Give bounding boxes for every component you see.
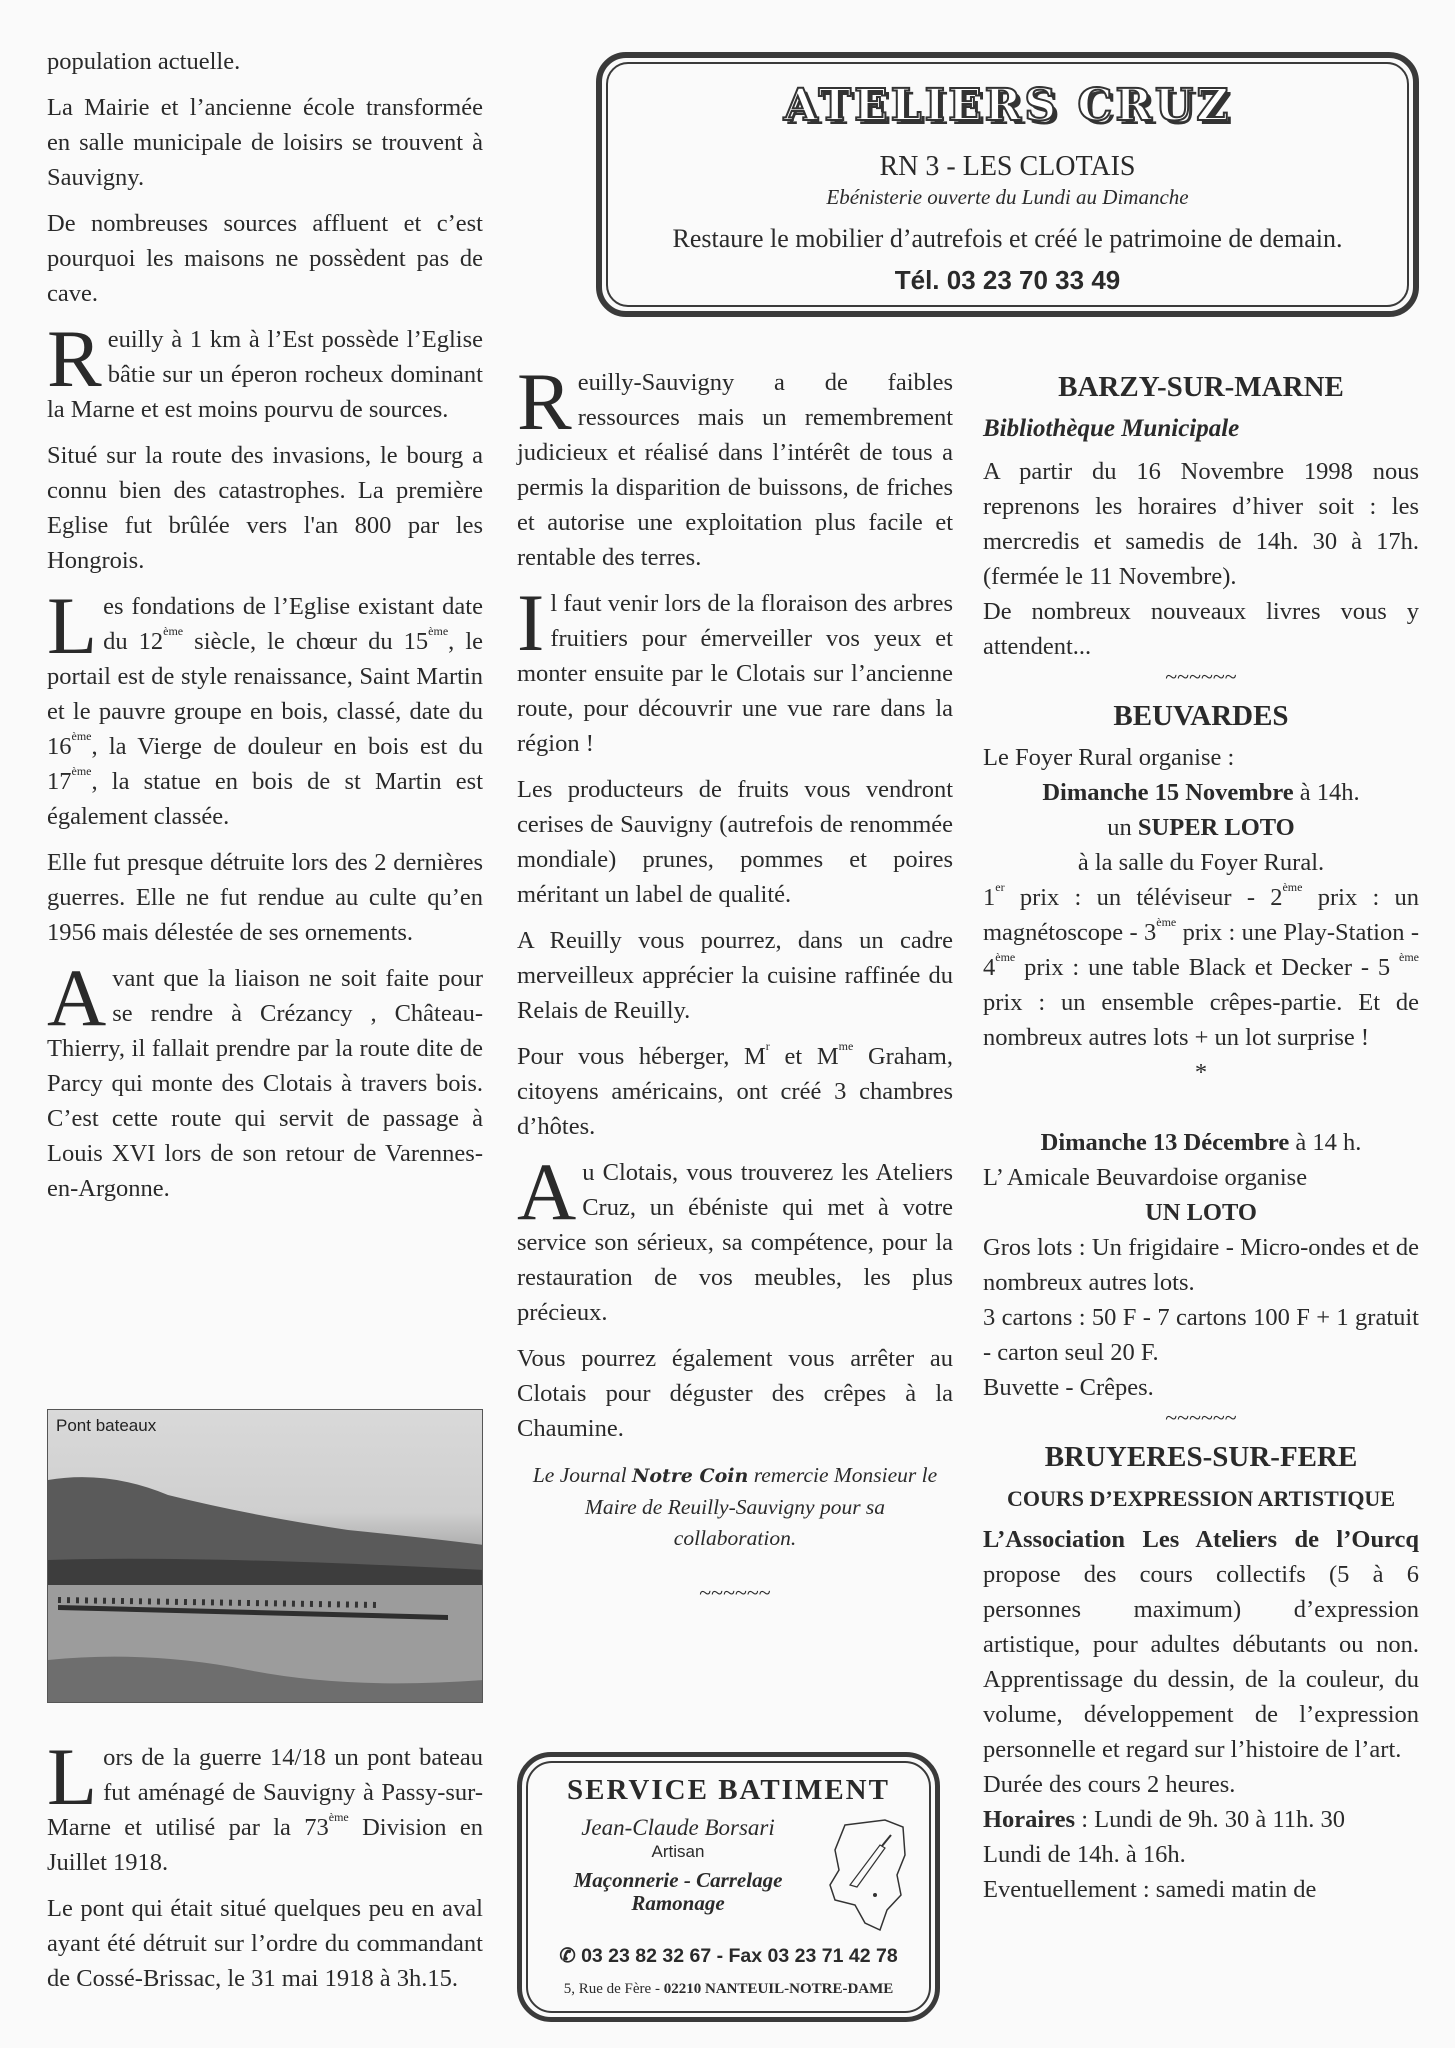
superscript: ème	[163, 624, 184, 638]
aisne-map-trowel-icon	[825, 1815, 911, 1935]
drop-cap: I	[517, 577, 545, 668]
drop-cap: R	[47, 313, 102, 404]
paragraph: Vous pourrez également vous arrêter au Clotais pour déguster des crêpes à la Chaumine.	[517, 1345, 953, 1442]
bold-text: Horaires	[983, 1806, 1076, 1833]
paragraph: La Mairie et l’ancienne école transformée en salle municipale de loisirs se trouvent à Sauvigny.	[47, 94, 483, 191]
bold-text: UN LOTO	[1145, 1199, 1257, 1226]
right-column	[983, 367, 1419, 1907]
ad-batiment-role: Artisan	[651, 1842, 705, 1861]
ad-batiment-address	[528, 1979, 929, 1999]
bold-text: Dimanche 13 Décembre	[1040, 1129, 1290, 1156]
paragraph: 3 cartons : 50 F - 7 cartons 100 F + 1 gratuit - carton seul 20 F.	[983, 1304, 1419, 1366]
address-city: 02210 NANTEUIL-NOTRE-DAME	[663, 1981, 894, 1997]
superscript: r	[765, 1039, 770, 1053]
ad-cruz-location: RN 3 - LES CLOTAIS	[879, 151, 1136, 182]
paragraph: Pour vous héberger, $M^r$ et $M^{me}$ Graham, citoyens américains, ont créé 3 chambres d’hôtes.	[517, 1039, 953, 1140]
paragraph: L’Association Les Ateliers de l’Ourcq propose des cours collectifs (5 à 6 personnes maximum) d’expression artistique, pour adultes débutants ou non. Apprentissage du dessin, de la couleur, du volume, développement de l’expression personnelle et regard sur l’histoire de l’art.	[983, 1526, 1419, 1763]
paragraph: Buvette - Crêpes.	[983, 1374, 1154, 1401]
paragraph: A partir du 16 Novembre 1998 nous reprenons les horaires d’hiver soit : les mercredis et samedis de 14h. 30 à 17h. (fermée le 11 Novembre).	[983, 458, 1419, 590]
paragraph: Reuilly-Sauvigny a de faibles ressources mais un remembrement judicieux et réalisé dans l’intérêt de tous a permis la disparition de buissons, de friches et autorise une exploitation plus facile et rentable des terres.	[517, 356, 953, 571]
paragraph: Eventuellement : samedi matin de	[983, 1876, 1317, 1903]
ad-ateliers-cruz	[596, 52, 1419, 317]
ad-cruz-slogan: Restaure le mobilier d’autrefois et créé le patrimoine de demain.	[672, 224, 1343, 253]
superscript: ème	[328, 1810, 349, 1824]
superscript: ème	[1399, 950, 1419, 964]
paragraph: *	[1194, 1059, 1208, 1086]
drop-cap: A	[517, 1146, 577, 1237]
paragraph: Elle fut presque détruite lors des 2 dernières guerres. Elle ne fut rendue au culte qu’en 1956 mais délestée de ses ornements.	[47, 849, 483, 946]
ad-batiment-phone: ✆ 03 23 82 32 67 - Fax 03 23 71 42 78	[559, 1945, 898, 1967]
paragraph: Le pont qui était situé quelques peu en aval ayant été détruit sur l’ordre du commandant de Cossé-Brissac, le 31 mai 1918 à 3h.15.	[47, 1895, 483, 1992]
paragraph: Dimanche 13 Décembre à 14 h.	[1040, 1129, 1362, 1156]
paragraph: De nombreuses sources affluent et c’est pourquoi les maisons ne possèdent pas de cave.	[47, 210, 483, 307]
superscript: me	[838, 1039, 854, 1053]
superscript: ème	[71, 729, 92, 743]
superscript: ème	[1282, 880, 1303, 894]
town-heading: BRUYERES-SUR-FERE	[1044, 1441, 1358, 1473]
photo-pont-bateaux	[47, 1409, 483, 1703]
photo-caption: Pont bateaux	[56, 1416, 157, 1435]
paragraph: Avant que la liaison ne soit faite pour se rendre à Crézancy , Château-Thierry, il fallait prendre par la route dite de Parcy qui monte des Clotais à travers bois. C’est cette route qui servit de passage à Louis XVI lors de son retour de Varennes-en-Argonne.	[47, 952, 483, 1202]
bold-text: SUPER LOTO	[1137, 814, 1295, 841]
paragraph: Durée des cours 2 heures.	[983, 1771, 1236, 1798]
paragraph: Gros lots : Un frigidaire - Micro-ondes et de nombreux autres lots.	[983, 1234, 1419, 1296]
ad-batiment-name: Jean-Claude Borsari	[581, 1815, 775, 1840]
paragraph: L’ Amicale Beuvardoise organise	[983, 1164, 1308, 1191]
ad-batiment-trades	[548, 1869, 808, 1915]
drop-cap: A	[47, 952, 107, 1043]
ad-cruz-phone: Tél. 03 23 70 33 49	[894, 265, 1121, 295]
paragraph: Le Foyer Rural organise :	[983, 744, 1235, 771]
paragraph	[983, 1195, 1419, 1230]
section-separator: ~~~~~~	[1165, 664, 1237, 689]
paragraph: un SUPER LOTO	[1107, 814, 1295, 841]
journal-name: Notre Coin	[631, 1465, 749, 1487]
bold-text: Dimanche 15 Novembre	[1042, 779, 1294, 806]
middle-column	[517, 356, 953, 1612]
superscript: ème	[71, 764, 92, 778]
paragraph: Les producteurs de fruits vous vendront cerises de Sauvigny (autrefois de renommée mondiale) prunes, pommes et poires méritant un label de qualité.	[517, 776, 953, 908]
paragraph: population actuelle.	[47, 48, 241, 75]
left-column	[47, 44, 483, 1217]
left-bottom-column	[47, 1731, 483, 2007]
credit-note: Le Journal Notre Coin remercie Monsieur le Maire de Reuilly-Sauvigny pour sa collaboration.	[532, 1463, 938, 1550]
section-separator: ~~~~~~	[699, 1580, 771, 1605]
paragraph: Dimanche 15 Novembre à 14h.	[1042, 779, 1360, 806]
paragraph: COURS D’EXPRESSION ARTISTIQUE	[1007, 1486, 1395, 1511]
ad-service-batiment	[517, 1752, 940, 2022]
paragraph: Reuilly à 1 km à l’Est possède l’Eglise bâtie sur un éperon rocheux dominant la Marne et est moins pourvu de sources.	[47, 313, 483, 423]
paragraph	[983, 1090, 1419, 1125]
paragraph: Au Clotais, vous trouverez les Ateliers Cruz, un ébéniste qui met à votre service son sérieux, sa compétence, pour la restauration de vos meubles, les plus précieux.	[517, 1146, 953, 1326]
paragraph: A Reuilly vous pourrez, dans un cadre merveilleux apprécier la cuisine raffinée du Relais de Reuilly.	[517, 927, 953, 1024]
drop-cap: L	[47, 1731, 98, 1822]
paragraph: Horaires : Lundi de 9h. 30 à 11h. 30	[983, 1806, 1346, 1833]
ad-batiment-trade-2: Ramonage	[631, 1891, 725, 1915]
paragraph: 1er prix : un téléviseur - 2ème prix : un magnétoscope - 3ème prix : une Play-Station - 4ème prix : une table Black et Decker - 5 $^{ème}$ prix : un ensemble crêpes-partie. Et de nombreux autres lots + un lot surprise !	[983, 880, 1419, 1051]
ad-cruz-logo: ATELIERS CRUZ	[783, 80, 1232, 131]
paragraph: Lundi de 14h. à 16h.	[983, 1841, 1186, 1868]
address-street: 5, Rue de Fère -	[563, 1981, 664, 1997]
paragraph: à la salle du Foyer Rural.	[1077, 849, 1325, 876]
ad-batiment-title: SERVICE BATIMENT	[567, 1774, 890, 1806]
superscript: er	[995, 880, 1005, 894]
superscript: ème	[1156, 915, 1177, 929]
town-heading: BEUVARDES	[1113, 700, 1289, 732]
photo-landscape	[48, 1410, 483, 1703]
paragraph: Situé sur la route des invasions, le bourg a connu bien des catastrophes. La première Eglise fut brûlée vers l'an 800 par les Hongrois.	[47, 442, 483, 574]
drop-cap: R	[517, 356, 572, 447]
paragraph: Lors de la guerre 14/18 un pont bateau fut aménagé de Sauvigny à Passy-sur-Marne et utilisé par la 73ème Division en Juillet 1918.	[47, 1731, 483, 1876]
bold-text: L’Association Les Ateliers de l’Ourcq	[983, 1526, 1419, 1553]
section-separator: ~~~~~~	[1165, 1405, 1237, 1430]
ad-cruz-hours: Ebénisterie ouverte du Lundi au Dimanche	[826, 185, 1189, 209]
ad-batiment-trade-1: Maçonnerie - Carrelage	[573, 1868, 783, 1892]
paragraph: Bibliothèque Municipale	[983, 415, 1240, 442]
drop-cap: L	[47, 580, 98, 671]
superscript: ème	[428, 624, 449, 638]
superscript: ème	[995, 950, 1016, 964]
paragraph: De nombreux nouveaux livres vous y attendent...	[983, 598, 1419, 660]
paragraph: Les fondations de l’Eglise existant date du 12ème siècle, le chœur du 15ème, le portail est de style renaissance, Saint Martin et le pauvre groupe en bois, classé, date du 16ème, la Vierge de douleur en bois est du 17ème, la statue en bois de st Martin est également classée.	[47, 580, 484, 830]
paragraph: Il faut venir lors de la floraison des arbres fruitiers pour émerveiller vos yeux et monter ensuite par le Clotais sur l’ancienne route, pour découvrir une vue rare dans la région !	[517, 577, 953, 757]
town-heading: BARZY-SUR-MARNE	[1058, 371, 1344, 403]
